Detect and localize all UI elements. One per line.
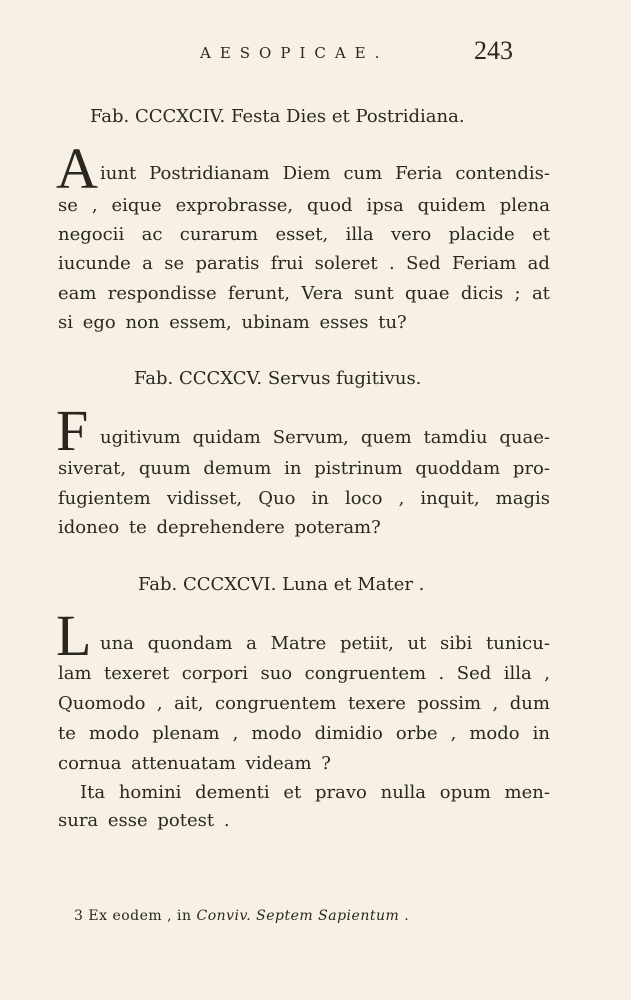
word: ac bbox=[141, 224, 163, 245]
word: vidisset, bbox=[166, 488, 243, 509]
word: ; bbox=[514, 283, 521, 304]
word: ugitivum bbox=[100, 427, 181, 448]
word: in bbox=[311, 488, 329, 509]
fable-title: Fab. CCCXCIV. Festa Dies et Postridiana. bbox=[90, 106, 465, 127]
drop-cap: F bbox=[56, 398, 89, 463]
word: sunt bbox=[354, 283, 394, 304]
word: inquit, bbox=[420, 488, 480, 509]
word: quae- bbox=[499, 427, 550, 448]
word: congruentem bbox=[215, 693, 337, 714]
word: una bbox=[100, 633, 134, 654]
word: esset, bbox=[275, 224, 329, 245]
page-number: 243 bbox=[474, 36, 513, 65]
word: se bbox=[58, 195, 78, 216]
word: men- bbox=[504, 782, 550, 803]
word: possim bbox=[417, 693, 482, 714]
word: iunt bbox=[100, 163, 137, 184]
word: in bbox=[284, 458, 302, 479]
word: eique bbox=[111, 195, 162, 216]
word: Quo bbox=[258, 488, 296, 509]
word: dicis bbox=[460, 283, 504, 304]
word: , bbox=[156, 693, 163, 714]
text-line bbox=[58, 690, 550, 718]
word: Vera bbox=[301, 283, 343, 304]
word: , bbox=[544, 663, 550, 684]
word: . bbox=[438, 663, 445, 684]
word: pistrinum bbox=[314, 458, 403, 479]
footnote bbox=[74, 908, 409, 924]
word: illa bbox=[345, 224, 374, 245]
word: dimidio bbox=[314, 723, 383, 744]
word: et bbox=[532, 224, 550, 245]
word: texeret bbox=[104, 663, 170, 684]
word: negocii bbox=[58, 224, 125, 245]
word: et bbox=[283, 782, 302, 803]
word: , bbox=[492, 693, 499, 714]
word: in bbox=[532, 723, 550, 744]
word: petiit, bbox=[339, 633, 394, 654]
word: a bbox=[246, 633, 257, 654]
word: , bbox=[232, 723, 239, 744]
word: te bbox=[58, 723, 76, 744]
text-line bbox=[100, 424, 550, 452]
word: ferunt, bbox=[227, 283, 291, 304]
drop-cap: L bbox=[56, 603, 92, 668]
word: Servum, bbox=[272, 427, 349, 448]
word: respondisse bbox=[107, 283, 217, 304]
word: quem bbox=[360, 427, 412, 448]
word: paratis bbox=[195, 253, 260, 274]
fable-title: Fab. CCCXCVI. Luna et Mater . bbox=[138, 574, 425, 595]
word: Sed bbox=[406, 253, 441, 274]
word: iucunde bbox=[58, 253, 131, 274]
text-line: idoneo te deprehendere poteram? bbox=[58, 517, 381, 538]
text-line bbox=[58, 192, 550, 220]
word: modo bbox=[88, 723, 140, 744]
word: modo bbox=[251, 723, 302, 744]
text-line: cornua attenuatam videam ? bbox=[58, 753, 331, 774]
text-line bbox=[58, 250, 550, 278]
word: a bbox=[142, 253, 153, 274]
text-line bbox=[58, 221, 550, 249]
text-line bbox=[58, 280, 550, 308]
word: corpori bbox=[181, 663, 248, 684]
word: pravo bbox=[315, 782, 367, 803]
word: se bbox=[164, 253, 185, 274]
word: frui bbox=[270, 253, 304, 274]
word: quoddam bbox=[415, 458, 501, 479]
word: vero bbox=[391, 224, 432, 245]
word: Quomodo bbox=[58, 693, 146, 714]
word: placide bbox=[448, 224, 515, 245]
word: magis bbox=[495, 488, 550, 509]
text-line bbox=[58, 455, 550, 483]
word: siverat, bbox=[58, 458, 127, 479]
word: cum bbox=[343, 163, 383, 184]
word: plena bbox=[499, 195, 550, 216]
word: dum bbox=[509, 693, 550, 714]
word: soleret bbox=[314, 253, 378, 274]
footnote-text: Ex eodem , in bbox=[88, 908, 192, 924]
word: eam bbox=[58, 283, 97, 304]
word: pro- bbox=[512, 458, 550, 479]
word: . bbox=[389, 253, 395, 274]
word: quae bbox=[405, 283, 450, 304]
word: exprobrasse, bbox=[175, 195, 294, 216]
word: nulla bbox=[380, 782, 427, 803]
word: sibi bbox=[440, 633, 473, 654]
word: dementi bbox=[195, 782, 270, 803]
word: tamdiu bbox=[423, 427, 488, 448]
word: demum bbox=[203, 458, 272, 479]
word: Diem bbox=[282, 163, 331, 184]
word: illa bbox=[503, 663, 532, 684]
text-line: sura esse potest . bbox=[58, 810, 230, 831]
text-line: si ego non essem, ubinam esses tu? bbox=[58, 312, 407, 333]
word: ad bbox=[527, 253, 550, 274]
fable-title: Fab. CCCXCV. Servus fugitivus. bbox=[134, 368, 422, 389]
word: quod bbox=[307, 195, 353, 216]
word: quum bbox=[138, 458, 191, 479]
word: modo bbox=[469, 723, 520, 744]
word: congruentem bbox=[304, 663, 427, 684]
word: homini bbox=[118, 782, 182, 803]
word: quidam bbox=[192, 427, 261, 448]
word: Feriam bbox=[451, 253, 517, 274]
word: lam bbox=[58, 663, 92, 684]
word: at bbox=[531, 283, 550, 304]
word: curarum bbox=[179, 224, 259, 245]
word: fugientem bbox=[58, 488, 151, 509]
word: ut bbox=[407, 633, 427, 654]
drop-cap: A bbox=[56, 136, 98, 201]
text-line bbox=[58, 660, 550, 688]
word: , bbox=[398, 488, 405, 509]
word: ipsa bbox=[366, 195, 404, 216]
word: loco bbox=[344, 488, 383, 509]
word: Feria bbox=[395, 163, 443, 184]
word: plenam bbox=[152, 723, 220, 744]
word: quidem bbox=[417, 195, 486, 216]
running-head: AESOPICAE. bbox=[200, 44, 389, 62]
text-line bbox=[100, 160, 550, 188]
footnote-source: Conviv. Septem Sapientum . bbox=[196, 908, 410, 924]
text-line bbox=[58, 485, 550, 513]
word: , bbox=[91, 195, 98, 216]
word: suo bbox=[260, 663, 293, 684]
word: quondam bbox=[147, 633, 233, 654]
word: opum bbox=[439, 782, 491, 803]
word: , bbox=[450, 723, 457, 744]
word: texere bbox=[347, 693, 406, 714]
word: Sed bbox=[456, 663, 492, 684]
word: Ita bbox=[80, 782, 106, 803]
footnote-marker: 3 bbox=[74, 908, 84, 924]
text-line bbox=[58, 720, 550, 748]
text-line bbox=[100, 630, 550, 658]
word: Postridianam bbox=[149, 163, 270, 184]
word: Matre bbox=[270, 633, 327, 654]
word: contendis- bbox=[455, 163, 550, 184]
word: tunicu- bbox=[486, 633, 550, 654]
text-line bbox=[80, 779, 550, 807]
word: orbe bbox=[395, 723, 438, 744]
word: ait, bbox=[174, 693, 204, 714]
